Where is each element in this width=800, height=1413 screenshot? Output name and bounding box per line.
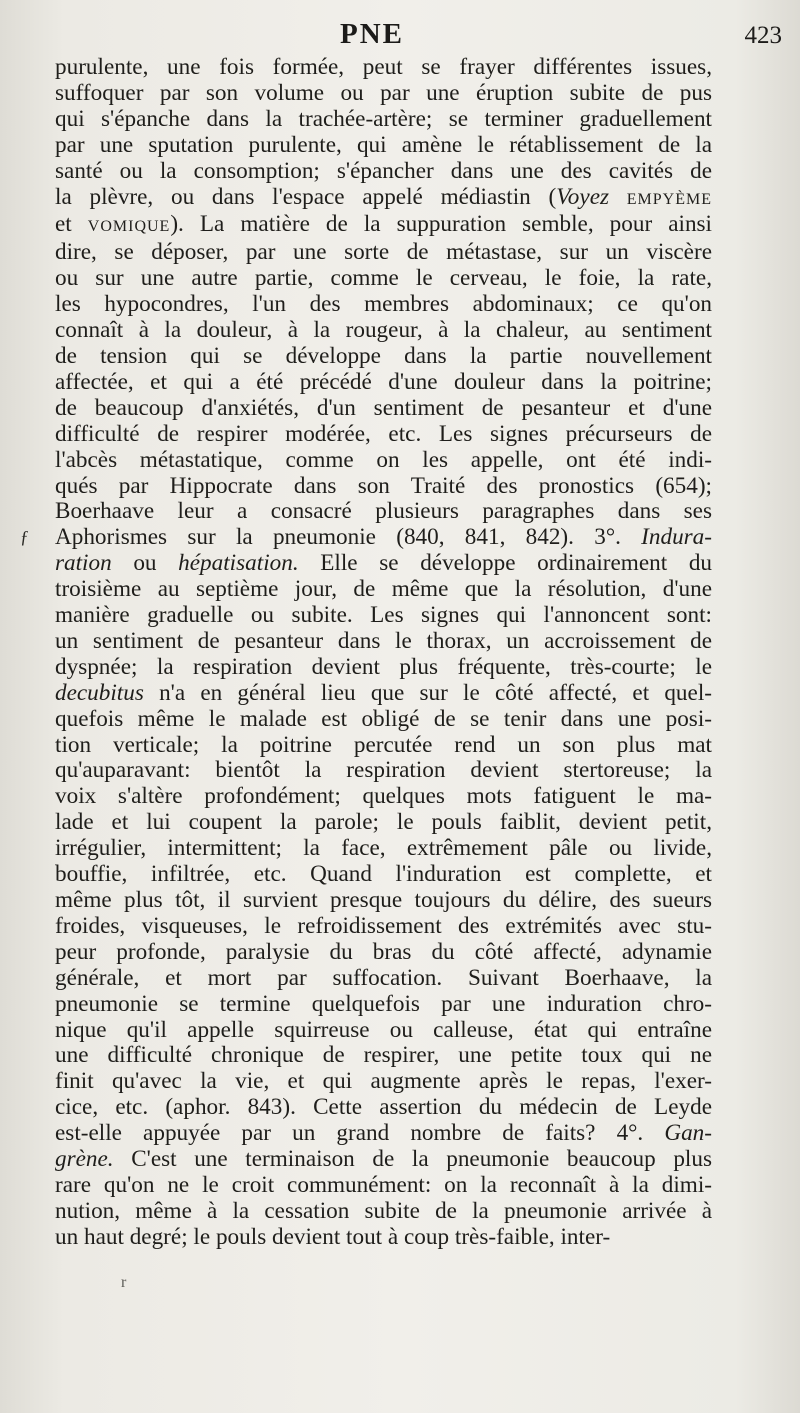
text-line: dyspnée; la respiration devient plus fréquente, très-courte; le — [55, 653, 712, 680]
running-head: PNE — [340, 18, 404, 50]
text-line: pneumonie se termine quelquefois par une induration chro- — [55, 990, 712, 1017]
text-line: finit qu'avec la vie, et qui augmente après le repas, l'exer- — [55, 1068, 712, 1095]
text-run: C'est une terminaison de la pneumonie beaucoup plus — [113, 1146, 712, 1173]
page-header — [0, 18, 800, 52]
text-line: rare qu'on ne le croit communément: on la reconnaît à la dimi- — [55, 1171, 712, 1198]
italic-run: Voyez — [556, 183, 610, 210]
text-line: l'abcès métastatique, comme on les appelle, ont été indi- — [55, 446, 712, 473]
text-line: nution, même à la cessation subite de la pneumonie arrivée à — [55, 1197, 712, 1224]
text-line: connaît à la douleur, à la rougeur, à la chaleur, au sentiment — [55, 317, 712, 344]
text-line: nique qu'il appelle squirreuse ou calleuse, état qui entraîne — [55, 1016, 712, 1043]
text-line — [55, 185, 712, 213]
text-line: dire, se déposer, par une sorte de métastase, sur un viscère — [55, 239, 712, 266]
text-line: difficulté de respirer modérée, etc. Les signes précurseurs de — [55, 420, 712, 447]
text-run: Elle se développe ordinairement du — [298, 550, 713, 577]
text-line: une difficulté chronique de respirer, une petite toux qui ne — [55, 1042, 712, 1069]
text-line — [55, 1121, 712, 1147]
text-line: bouffie, infiltrée, etc. Quand l'induration est complette, et — [55, 861, 712, 888]
small-caps-run: VOMIQUE — [87, 218, 171, 236]
text-run: n'a en général lieu que sur le côté affecté, et quel- — [143, 679, 712, 706]
text-run: ou — [111, 550, 179, 577]
text-line: tion verticale; la poitrine percutée rend un son plus mat — [55, 731, 712, 758]
text-line: ou sur une autre partie, comme le cerveau, le foie, la rate, — [55, 265, 712, 292]
text-line — [55, 681, 712, 707]
text-line — [55, 212, 712, 240]
text-line: santé ou la consomption; s'épancher dans une des cavités de — [55, 157, 712, 184]
text-line: suffoquer par son volume ou par une éruption subite de pus — [55, 79, 712, 106]
text-line: peur profonde, paralysie du bras du côté affecté, adynamie — [55, 938, 712, 965]
text-line: purulente, une fois formée, peut se frayer différentes issues, — [55, 54, 712, 80]
text-line: manière graduelle ou subite. Les signes qui l'annoncent sont: — [55, 602, 712, 629]
text-line: froides, visqueuses, le refroidissement des extrémités avec stu- — [55, 912, 712, 939]
italic-run: ration — [55, 550, 112, 577]
margin-mark: ƒ — [20, 527, 29, 547]
italic-run: Gan- — [664, 1120, 712, 1147]
text-line: un haut degré; le pouls devient tout à coup très-faible, inter- — [55, 1223, 611, 1250]
text-run: est-elle appuyée par un grand nombre de faits? 4°. — [55, 1120, 665, 1147]
text-line: Boerhaave leur a consacré plusieurs paragraphes dans ses — [55, 498, 712, 525]
text-line: un sentiment de pesanteur dans le thorax, un accroissement de — [55, 627, 712, 654]
text-line: les hypocondres, l'un des membres abdominaux; ce qu'on — [55, 291, 712, 318]
text-run: Aphorismes sur la pneumonie (840, 841, 842). 3°. — [55, 524, 642, 551]
text-line: par une sputation purulente, qui amène le rétablissement de la — [55, 131, 712, 158]
body-text — [55, 55, 712, 1251]
italic-run: Indura- — [641, 524, 712, 551]
text-line: qui s'épanche dans la trachée-artère; se terminer graduellement — [55, 105, 712, 132]
text-line: même plus tôt, il survient presque toujours du délire, des sueurs — [55, 887, 712, 913]
page-number: 423 — [744, 22, 782, 49]
text-line: de beaucoup d'anxiétés, d'un sentiment de pesanteur et d'une — [55, 394, 712, 421]
text-line: affectée, et qui a été précédé d'une douleur dans la poitrine; — [55, 368, 712, 395]
italic-run: decubitus — [55, 679, 144, 706]
text-line — [55, 551, 712, 577]
text-line: irrégulier, intermittent; la face, extrêmement pâle ou livide, — [55, 835, 712, 862]
text-line: cice, etc. (aphor. 843). Cette assertion du médecin de Leyde — [55, 1094, 712, 1121]
text-run: et — [55, 211, 88, 238]
text-line — [55, 1147, 712, 1173]
text-run: ). La matière de la suppuration semble, pour ainsi — [170, 211, 713, 238]
text-line: générale, et mort par suffocation. Suivant Boerhaave, la — [55, 964, 712, 991]
small-caps-run: EMPYÈME — [626, 190, 713, 208]
italic-run: grène. — [55, 1146, 114, 1173]
text-line: quefois même le malade est obligé de se tenir dans une posi- — [55, 705, 712, 732]
text-line: de tension qui se développe dans la partie nouvellement — [55, 342, 712, 369]
text-line: qu'auparavant: bientôt la respiration devient stertoreuse; la — [55, 757, 712, 784]
text-line: qués par Hippocrate dans son Traité des pronostics (654); — [55, 472, 712, 499]
text-line: lade et lui coupent la parole; le pouls faiblit, devient petit, — [55, 809, 712, 836]
bottom-mark: r — [121, 1274, 127, 1291]
text-line — [55, 525, 712, 551]
text-run: la plèvre, ou dans l'espace appelé médiastin ( — [55, 183, 557, 210]
text-line: troisième au septième jour, de même que la résolution, d'une — [55, 576, 712, 603]
italic-run: hépatisation. — [178, 550, 299, 577]
text-line: voix s'altère profondément; quelques mots fatiguent le ma- — [55, 783, 712, 810]
